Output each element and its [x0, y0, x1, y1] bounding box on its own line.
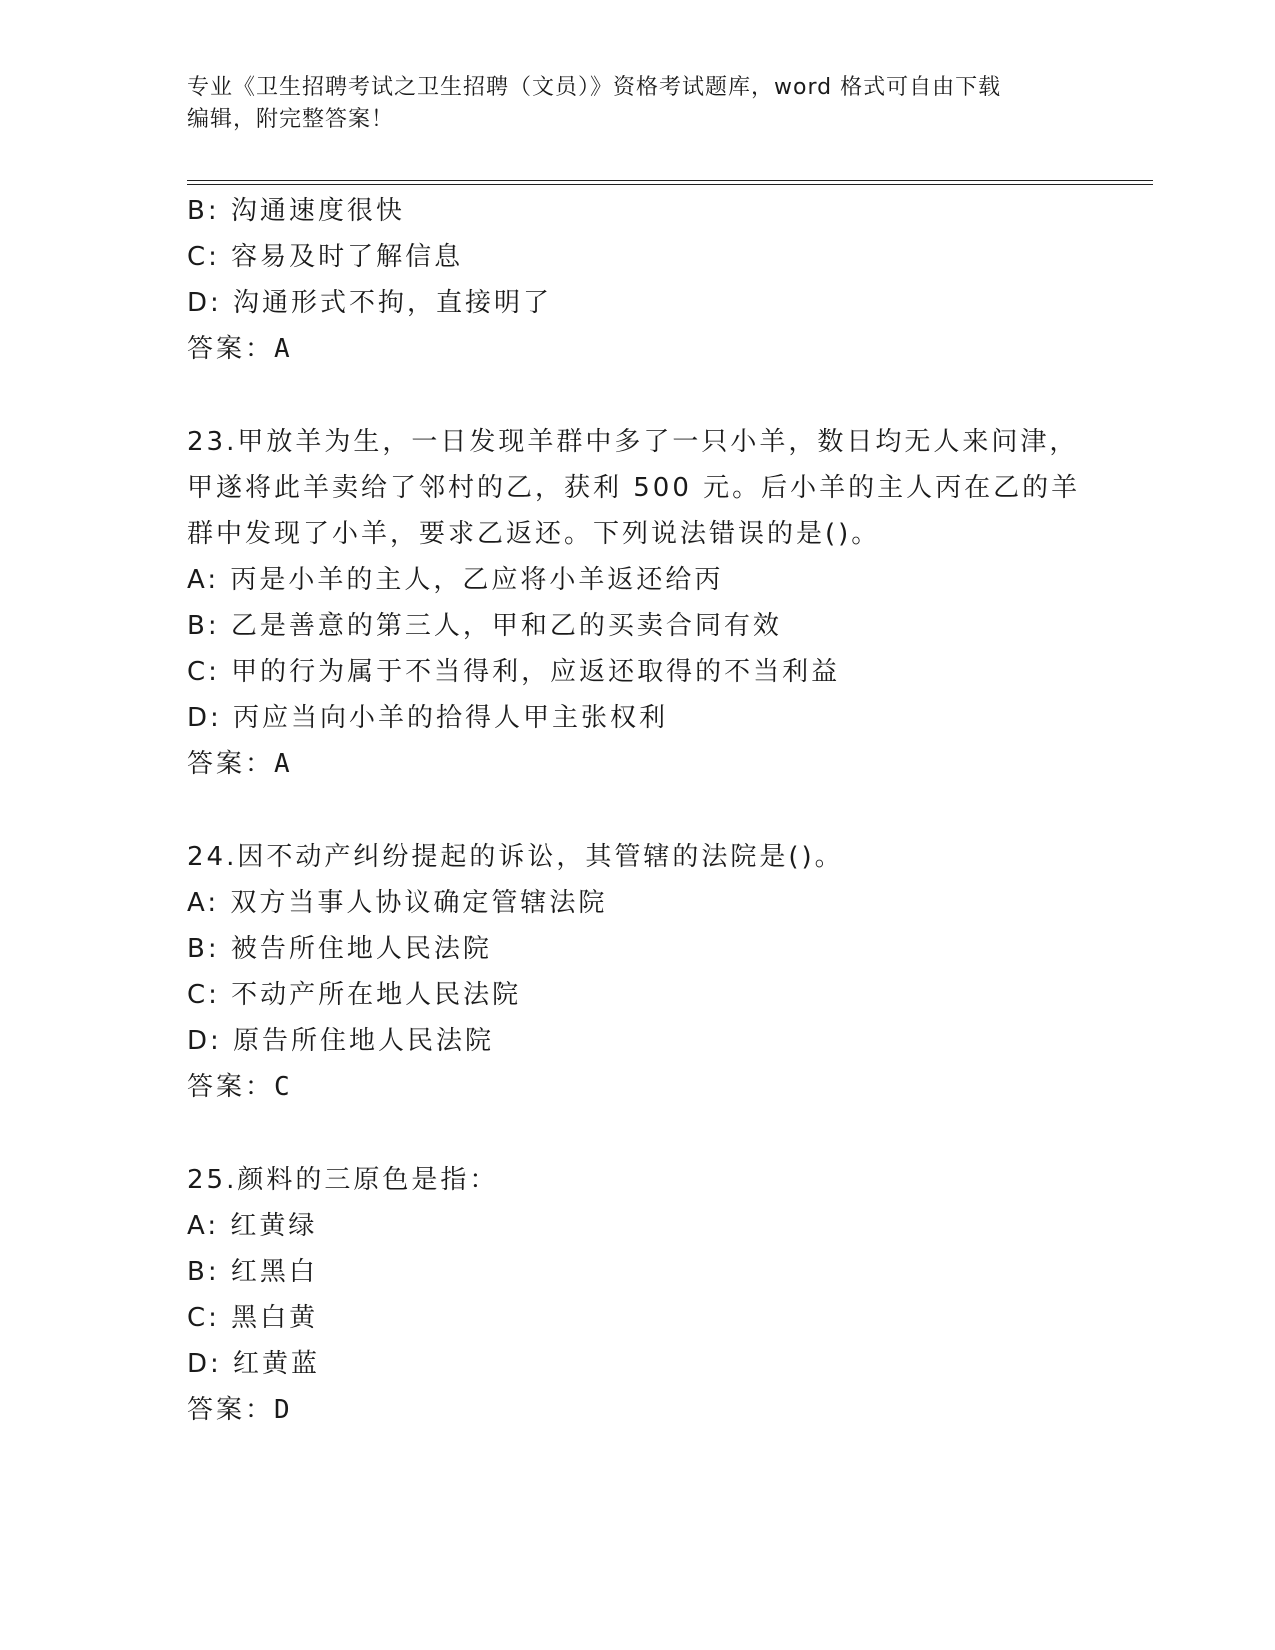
option-b: B: 沟通速度很快 [187, 196, 405, 226]
question-24 [187, 834, 1087, 1110]
header-line-2: 编辑，附完整答案！ [187, 107, 395, 132]
option-c: C: 容易及时了解信息 [187, 242, 464, 272]
question-gap [187, 372, 1087, 419]
option-a: A: 双方当事人协议确定管辖法院 [187, 888, 608, 918]
question-23 [187, 419, 1087, 787]
option-d: D: 丙应当向小羊的拾得人甲主张权利 [187, 703, 669, 733]
question-list [187, 188, 1087, 1433]
header-divider-bottom [187, 184, 1153, 185]
header-line-1: 专业《卫生招聘考试之卫生招聘（文员）》资格考试题库，word 格式可自由下载 [187, 75, 1002, 100]
answer-line [187, 741, 1087, 787]
question-25 [187, 1157, 1087, 1433]
option-b: B: 乙是善意的第三人，甲和乙的买卖合同有效 [187, 611, 782, 641]
answer-line [187, 1064, 1087, 1110]
option-d: D: 沟通形式不拘，直接明了 [187, 288, 553, 318]
question-gap [187, 787, 1087, 834]
question-stem-line: 群中发现了小羊，要求乙返还。下列说法错误的是()。 [187, 519, 881, 549]
answer-value: A [274, 749, 293, 779]
answer-label: 答案： [187, 749, 275, 779]
answer-label: 答案： [187, 1395, 275, 1425]
answer-line [187, 1387, 1087, 1433]
answer-label: 答案： [187, 1072, 275, 1102]
question-gap [187, 1110, 1087, 1157]
option-b: B: 被告所住地人民法院 [187, 934, 492, 964]
option-c: C: 甲的行为属于不当得利，应返还取得的不当利益 [187, 657, 841, 687]
question-stem-line: 23.甲放羊为生，一日发现羊群中多了一只小羊，数日均无人来问津， [187, 427, 1079, 457]
option-c: C: 黑白黄 [187, 1303, 319, 1333]
header-divider-top [187, 180, 1153, 181]
question-stem-line: 24.因不动产纠纷提起的诉讼，其管辖的法院是()。 [187, 842, 844, 872]
option-a: A: 丙是小羊的主人，乙应将小羊返还给丙 [187, 565, 724, 595]
answer-value: A [274, 334, 293, 364]
option-d: D: 红黄蓝 [187, 1349, 321, 1379]
document-header [187, 72, 1067, 136]
answer-label: 答案： [187, 334, 275, 364]
option-c: C: 不动产所在地人民法院 [187, 980, 522, 1010]
question-stem-line: 25.颜料的三原色是指： [187, 1165, 499, 1195]
option-b: B: 红黑白 [187, 1257, 318, 1287]
answer-value: C [274, 1072, 293, 1102]
answer-line [187, 326, 1087, 372]
option-a: A: 红黄绿 [187, 1211, 318, 1241]
question-22-continued [187, 188, 1087, 372]
option-d: D: 原告所住地人民法院 [187, 1026, 495, 1056]
question-stem-line: 甲遂将此羊卖给了邻村的乙，获利 500 元。后小羊的主人丙在乙的羊 [187, 473, 1081, 503]
answer-value: D [274, 1395, 293, 1425]
